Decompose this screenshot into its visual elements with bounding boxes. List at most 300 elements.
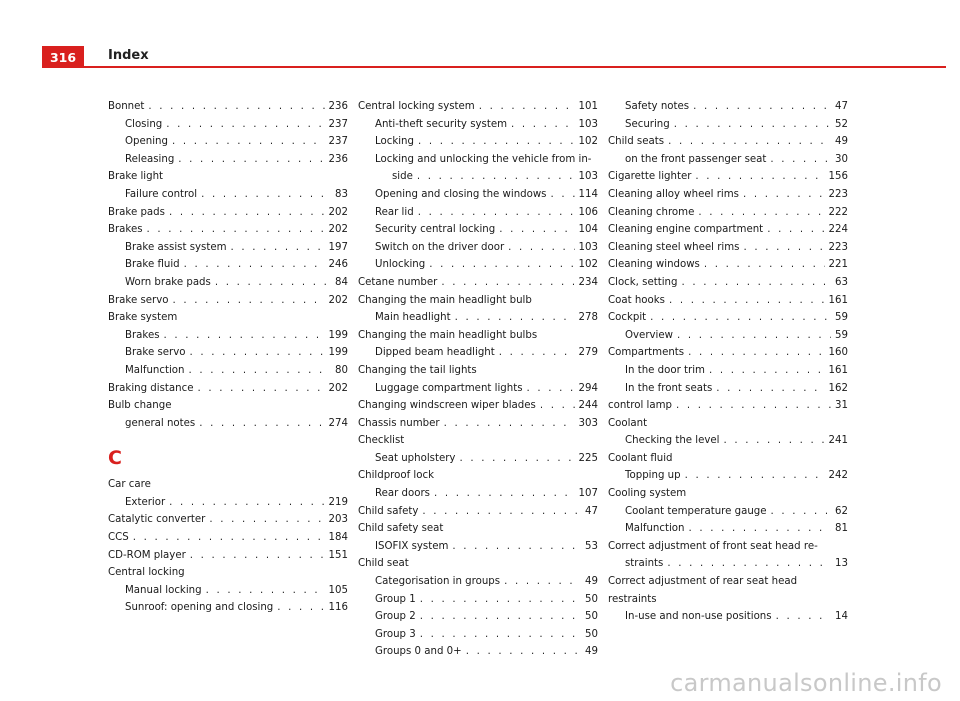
index-subentry — [608, 503, 848, 521]
entry-line — [608, 256, 848, 274]
dot-leader — [444, 415, 575, 433]
index-subentry — [358, 626, 598, 644]
entry-line — [608, 204, 848, 222]
page-ref: 236 — [328, 153, 348, 165]
dot-leader — [743, 186, 825, 204]
index-subentry — [358, 643, 598, 661]
entry-line — [125, 239, 348, 257]
entry-line — [108, 511, 348, 529]
page-ref: 50 — [585, 628, 598, 640]
index-subentry — [108, 362, 348, 380]
index-entry — [108, 380, 348, 398]
dot-leader — [455, 309, 575, 327]
entry-label: Changing the main headlight bulb — [358, 294, 532, 306]
entry-label: Cigarette lighter — [608, 171, 692, 183]
entry-line — [625, 98, 848, 116]
index-subentry — [358, 309, 598, 327]
dot-leader — [173, 292, 325, 310]
entry-line — [625, 520, 848, 538]
dot-leader — [743, 239, 824, 257]
index-subentry — [358, 239, 598, 257]
index-heading — [358, 292, 598, 310]
index-subentry — [108, 415, 348, 433]
page-ref: 103 — [578, 118, 598, 130]
index-entry — [608, 397, 848, 415]
page-ref: 237 — [328, 118, 348, 130]
header-rule — [42, 66, 946, 68]
dot-leader — [688, 344, 824, 362]
entry-label: general notes — [125, 417, 196, 429]
page-ref: 303 — [578, 417, 598, 429]
index-entry — [358, 415, 598, 433]
entry-line — [608, 397, 848, 415]
page-ref: 103 — [578, 241, 598, 253]
index-subentry — [608, 380, 848, 398]
entry-line — [125, 327, 348, 345]
entry-line — [375, 643, 598, 661]
page-ref: 161 — [828, 294, 848, 306]
entry-label: Unlocking — [375, 259, 426, 271]
page-ref: 62 — [835, 505, 848, 517]
entry-label: Coat hooks — [608, 294, 665, 306]
page-ref: 237 — [328, 136, 348, 148]
page-ref: 202 — [328, 294, 348, 306]
entry-line — [375, 168, 598, 186]
page-ref: 52 — [835, 118, 848, 130]
page-ref: 241 — [828, 435, 848, 447]
index-entry — [108, 221, 348, 239]
entry-line — [625, 503, 848, 521]
index-entry — [108, 529, 348, 547]
index-subentry — [608, 432, 848, 450]
entry-label: Checking the level — [625, 435, 720, 447]
dot-leader — [178, 151, 324, 169]
index-entry — [358, 151, 598, 186]
entry-line — [375, 591, 598, 609]
entry-label: Groups 0 and 0+ — [375, 646, 462, 658]
index-subentry — [608, 608, 848, 626]
index-subentry — [358, 221, 598, 239]
index-entry — [108, 204, 348, 222]
index-subentry — [358, 204, 598, 222]
entry-label: Central locking system — [358, 101, 475, 112]
entry-label-line2: side — [392, 171, 413, 183]
entry-line — [375, 344, 598, 362]
dot-leader — [499, 221, 574, 239]
dot-leader — [190, 344, 325, 362]
page-ref: 221 — [828, 259, 848, 271]
index-entry — [608, 274, 848, 292]
entry-label: Failure control — [125, 188, 198, 200]
entry-line — [375, 133, 598, 151]
index-entry — [108, 547, 348, 565]
entry-label: Group 3 — [375, 628, 416, 640]
entry-line — [125, 415, 348, 433]
entry-line — [625, 380, 848, 398]
page-ref: 242 — [828, 470, 848, 482]
dot-leader — [540, 397, 575, 415]
dot-leader — [724, 432, 825, 450]
dot-leader — [681, 274, 831, 292]
page-ref: 225 — [578, 452, 598, 464]
entry-line — [625, 327, 848, 345]
entry-line — [108, 529, 348, 547]
index-subentry — [358, 256, 598, 274]
index-entry — [608, 204, 848, 222]
dot-leader — [201, 186, 331, 204]
page-ref: 202 — [328, 224, 348, 236]
entry-line — [608, 168, 848, 186]
index-heading — [358, 362, 598, 380]
entry-label: Opening — [125, 136, 168, 148]
dot-leader — [767, 221, 824, 239]
entry-line — [625, 362, 848, 380]
page-ref: 30 — [835, 153, 848, 165]
index-entry — [108, 511, 348, 529]
index-subentry — [108, 239, 348, 257]
entry-label: Brake light — [108, 171, 164, 183]
dot-leader — [169, 494, 324, 512]
page-ref: 184 — [328, 532, 348, 544]
page-ref: 116 — [328, 602, 348, 614]
dot-leader — [667, 555, 831, 573]
dot-leader — [434, 485, 575, 503]
index-subentry — [108, 599, 348, 617]
entry-label: Malfunction — [625, 523, 685, 535]
page-ref: 246 — [328, 259, 348, 271]
page-ref: 50 — [585, 593, 598, 605]
entry-line — [108, 98, 348, 116]
entry-label: Malfunction — [125, 364, 185, 376]
index-heading — [108, 476, 348, 494]
entry-line — [125, 116, 348, 134]
entry-line — [125, 133, 348, 151]
page-ref: 106 — [578, 206, 598, 218]
entry-label: Bulb change — [108, 400, 172, 412]
index-heading — [358, 555, 598, 573]
entry-line — [108, 204, 348, 222]
entry-label: Opening and closing the windows — [375, 188, 547, 200]
page-ref: 202 — [328, 382, 348, 394]
dot-leader — [209, 511, 324, 529]
dot-leader — [188, 362, 331, 380]
dot-leader — [231, 239, 325, 257]
entry-label: In the front seats — [625, 382, 713, 394]
index-subentry — [608, 98, 848, 116]
page-ref: 279 — [578, 347, 598, 359]
index-entry — [608, 186, 848, 204]
entry-label-line2: straints — [625, 558, 664, 570]
index-entry — [608, 538, 848, 573]
entry-label: Cetane number — [358, 276, 438, 288]
index-subentry — [108, 344, 348, 362]
entry-label: Braking distance — [108, 382, 194, 394]
dot-leader — [504, 573, 581, 591]
page-ref: 81 — [835, 523, 848, 535]
dot-leader — [479, 98, 575, 116]
page-ref: 224 — [828, 224, 848, 236]
entry-line — [375, 256, 598, 274]
index-heading — [108, 397, 348, 415]
page-ref: 83 — [335, 188, 348, 200]
page-ref: 102 — [578, 136, 598, 148]
entry-label: Bonnet — [108, 101, 145, 112]
index-subentry — [608, 362, 848, 380]
index-heading — [608, 415, 848, 433]
entry-label: CD-ROM player — [108, 549, 186, 561]
index-subentry — [358, 591, 598, 609]
index-entry — [358, 397, 598, 415]
entry-label: Changing the main headlight bulbs — [358, 329, 538, 341]
page-ref: 101 — [578, 101, 598, 112]
index-subentry — [358, 186, 598, 204]
index-heading — [358, 520, 598, 538]
dot-leader — [164, 327, 325, 345]
entry-label: Closing — [125, 118, 163, 130]
page-ref: 107 — [578, 488, 598, 500]
entry-line — [125, 582, 348, 600]
entry-label: Locking — [375, 136, 414, 148]
page-ref: 197 — [328, 241, 348, 253]
index-subentry — [358, 538, 598, 556]
dot-leader — [669, 292, 825, 310]
index-entry — [608, 292, 848, 310]
entry-label: Cleaning engine compartment — [608, 224, 764, 236]
index-subentry — [608, 327, 848, 345]
entry-label: Brake assist system — [125, 241, 227, 253]
page-ref: 223 — [828, 188, 848, 200]
entry-line — [375, 485, 598, 503]
entry-line — [625, 432, 848, 450]
entry-label: Correct adjustment of rear seat head restraints — [608, 576, 798, 605]
entry-line — [375, 221, 598, 239]
dot-leader — [704, 256, 825, 274]
entry-line — [608, 186, 848, 204]
dot-leader — [551, 186, 575, 204]
entry-line — [608, 555, 848, 573]
dot-leader — [190, 547, 325, 565]
index-heading — [608, 450, 848, 468]
entry-label: Catalytic converter — [108, 514, 206, 526]
entry-line — [108, 292, 348, 310]
index-entry — [608, 309, 848, 327]
entry-label: Security central locking — [375, 224, 496, 236]
entry-label: Group 1 — [375, 593, 416, 605]
page-number: 316 — [42, 46, 84, 68]
entry-label: Cleaning steel wheel rims — [608, 241, 740, 253]
entry-line — [608, 239, 848, 257]
page-ref: 103 — [578, 171, 598, 183]
dot-leader — [698, 204, 824, 222]
page-ref: 59 — [835, 329, 848, 341]
entry-label: Compartments — [608, 347, 685, 359]
index-heading — [108, 564, 348, 582]
entry-label: Worn brake pads — [125, 276, 211, 288]
entry-line — [108, 221, 348, 239]
entry-label: on the front passenger seat — [625, 153, 767, 165]
page-ref: 104 — [578, 224, 598, 236]
index-subentry — [358, 450, 598, 468]
page-ref: 278 — [578, 312, 598, 324]
index-entry — [358, 503, 598, 521]
dot-leader — [420, 608, 581, 626]
entry-label: Cleaning windows — [608, 259, 700, 271]
index-column-2 — [358, 98, 598, 661]
page-ref: 49 — [835, 136, 848, 148]
index-subentry — [108, 274, 348, 292]
dot-leader — [441, 274, 574, 292]
entry-label: CCS — [108, 532, 129, 544]
dot-leader — [459, 450, 574, 468]
entry-label: Clock, setting — [608, 276, 678, 288]
entry-line — [375, 204, 598, 222]
dot-leader — [499, 344, 575, 362]
dot-leader — [709, 362, 825, 380]
entry-line — [125, 599, 348, 617]
entry-label: Topping up — [625, 470, 681, 482]
entry-label: Safety notes — [625, 101, 690, 112]
page-ref: 47 — [585, 505, 598, 517]
entry-label: Securing — [625, 118, 670, 130]
index-subentry — [358, 608, 598, 626]
entry-line — [125, 256, 348, 274]
entry-label: Child safety — [358, 505, 419, 517]
index-subentry — [358, 133, 598, 151]
page-title: Index — [108, 48, 149, 63]
entry-label: Cockpit — [608, 312, 647, 324]
entry-line — [608, 344, 848, 362]
entry-line — [375, 538, 598, 556]
entry-line — [358, 98, 598, 116]
entry-label: Brakes — [125, 329, 160, 341]
page-ref: 244 — [578, 400, 598, 412]
entry-label: Switch on the driver door — [375, 241, 505, 253]
dot-leader — [147, 221, 325, 239]
index-entry — [608, 133, 848, 151]
entry-label: Releasing — [125, 153, 175, 165]
entry-line — [608, 221, 848, 239]
index-heading — [108, 309, 348, 327]
dot-leader — [169, 204, 325, 222]
index-subentry — [608, 116, 848, 134]
page-ref: 274 — [328, 417, 348, 429]
entry-line — [108, 547, 348, 565]
entry-line — [125, 344, 348, 362]
entry-line — [375, 186, 598, 204]
dot-leader — [695, 168, 824, 186]
index-subentry — [108, 327, 348, 345]
dot-leader — [422, 503, 581, 521]
entry-label: Rear doors — [375, 488, 430, 500]
entry-line — [375, 626, 598, 644]
index-entry — [608, 256, 848, 274]
entry-line — [108, 380, 348, 398]
index-column-1 — [108, 98, 348, 617]
page-ref: 199 — [328, 329, 348, 341]
entry-label: Brake system — [108, 312, 178, 324]
entry-label: Central locking — [108, 567, 185, 579]
index-heading — [358, 432, 598, 450]
index-column-3 — [608, 98, 848, 626]
dot-leader — [418, 133, 575, 151]
entry-line — [375, 573, 598, 591]
dot-leader — [677, 327, 831, 345]
entry-line — [375, 116, 598, 134]
page-ref: 102 — [578, 259, 598, 271]
page-ref: 13 — [835, 558, 848, 570]
entry-line — [608, 133, 848, 151]
entry-label: Coolant fluid — [608, 452, 673, 464]
watermark: carmanualsonline.info — [670, 669, 942, 697]
index-entry — [108, 292, 348, 310]
entry-label: Checklist — [358, 435, 405, 447]
page-ref: 59 — [835, 312, 848, 324]
page-ref: 63 — [835, 276, 848, 288]
entry-label: Group 2 — [375, 611, 416, 623]
entry-label: In the door trim — [625, 364, 705, 376]
page-ref: 84 — [335, 276, 348, 288]
entry-line — [375, 309, 598, 327]
page-ref: 114 — [578, 188, 598, 200]
entry-label: control lamp — [608, 400, 673, 412]
page-ref: 219 — [328, 496, 348, 508]
dot-leader — [650, 309, 831, 327]
entry-line — [608, 274, 848, 292]
section-letter: C — [108, 447, 122, 470]
entry-line — [358, 415, 598, 433]
entry-line — [375, 380, 598, 398]
page-ref: 49 — [585, 646, 598, 658]
index-heading — [358, 467, 598, 485]
dot-leader — [776, 608, 831, 626]
page-ref: 160 — [828, 347, 848, 359]
dot-leader — [215, 274, 331, 292]
index-subentry — [608, 520, 848, 538]
entry-line — [375, 239, 598, 257]
entry-label: Dipped beam headlight — [375, 347, 495, 359]
entry-label: Coolant temperature gauge — [625, 505, 767, 517]
dot-leader — [166, 116, 324, 134]
dot-leader — [770, 151, 831, 169]
entry-label: Brake fluid — [125, 259, 180, 271]
dot-leader — [420, 626, 581, 644]
index-subentry — [108, 151, 348, 169]
entry-label: Manual locking — [125, 584, 202, 596]
index-subentry — [358, 344, 598, 362]
dot-leader — [716, 380, 824, 398]
index-entry — [608, 221, 848, 239]
entry-label: Childproof lock — [358, 470, 434, 482]
entry-line — [125, 151, 348, 169]
entry-line — [608, 292, 848, 310]
page-ref: 14 — [835, 611, 848, 623]
dot-leader — [771, 503, 832, 521]
dot-leader — [429, 256, 574, 274]
dot-leader — [197, 380, 324, 398]
index-heading — [358, 327, 598, 345]
entry-line — [375, 450, 598, 468]
page-ref: 236 — [328, 101, 348, 112]
entry-line — [125, 494, 348, 512]
dot-leader — [452, 538, 581, 556]
entry-line — [608, 309, 848, 327]
page-ref: 222 — [828, 206, 848, 218]
dot-leader — [693, 98, 831, 116]
dot-leader — [199, 415, 324, 433]
index-entry — [608, 168, 848, 186]
entry-label: Exterior — [125, 496, 166, 508]
index-subentry — [108, 256, 348, 274]
